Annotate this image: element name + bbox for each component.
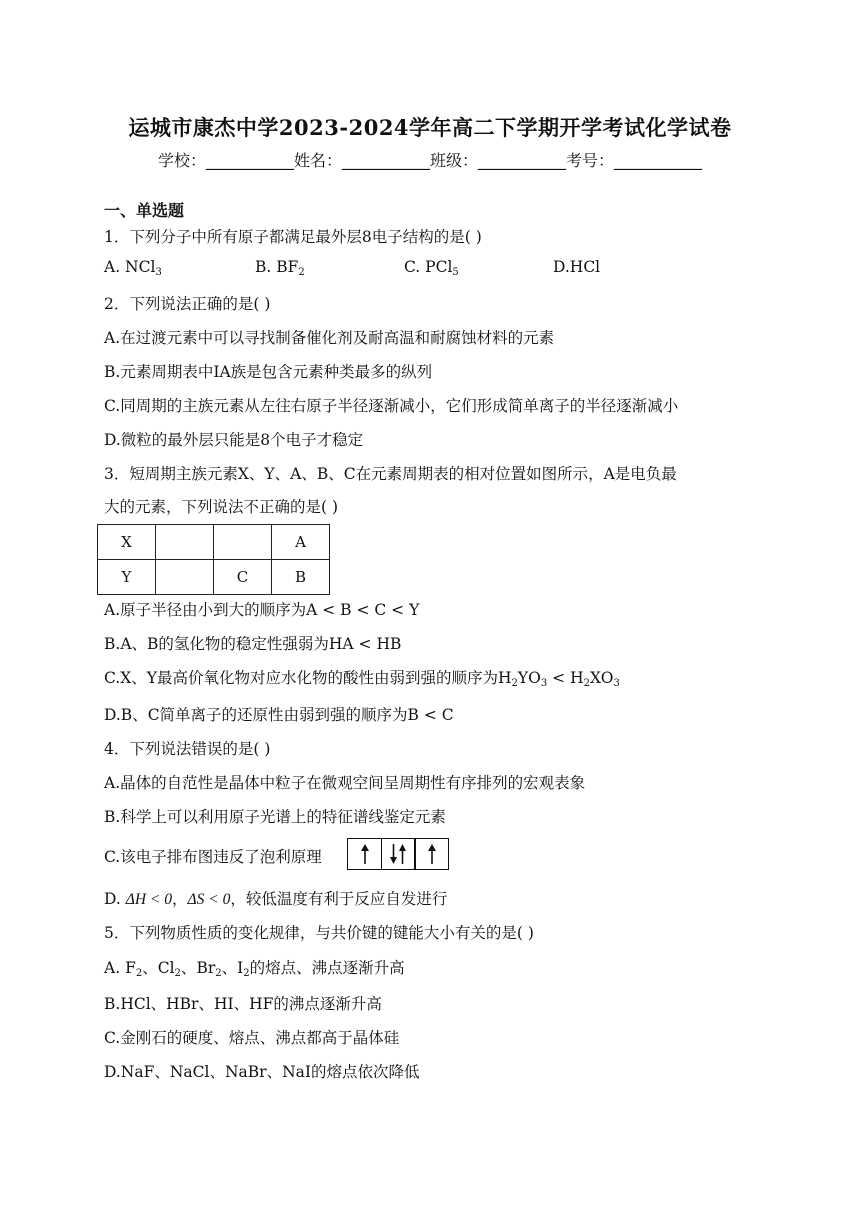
q2-stem: 2．下列说法正确的是( ) [104,295,271,313]
orbital-box [347,838,382,870]
table-cell: X [98,525,156,560]
table-cell: Y [98,560,156,595]
q4-option-b: B.科学上可以利用原子光谱上的特征谱线鉴定元素 [104,808,446,826]
q4-option-c: C.该电子排布图违反了泡利原理 [104,848,322,866]
q5-option-a: A. $F_2$、$Cl_2$、$Br_2$、$I_2$的熔点、沸点逐渐升高 [104,959,405,979]
q3-option-a: A.原子半径由小到大的顺序为A < B < C < Y [104,601,420,619]
q5-option-b: B.HCl、HBr、HI、HF的沸点逐渐升高 [104,995,382,1013]
student-info-line: 学校：___________姓名：___________班级：___________考号：___________ [157,151,702,170]
table-row [98,560,330,595]
table-cell [156,560,214,595]
table-cell [214,525,272,560]
orbital-diagram [347,838,449,870]
q3-stem-line1: 3．短周期主族元素X、Y、A、B、C在元素周期表的相对位置如图所示，A是电负最 [104,465,677,483]
q3-stem-line2: 大的元素，下列说法不正确的是( ) [104,498,339,516]
q2-option-b: B.元素周期表中ⅠA族是包含元素种类最多的纵列 [104,363,433,381]
table-cell: B [272,560,330,595]
down-arrow-icon [389,843,398,865]
exam-title: 运城市康杰中学2023-2024学年高二下学期开学考试化学试卷 [128,115,732,140]
table-cell: C [214,560,272,595]
q4-option-a: A.晶体的自范性是晶体中粒子在微观空间呈周期性有序排列的宏观表象 [104,774,586,792]
q2-option-d: D.微粒的最外层只能是8个电子才稳定 [104,431,364,449]
orbital-box [414,838,449,870]
q1-option-d: D.HCl [553,258,601,276]
q5-option-d: D.NaF、NaCl、NaBr、NaI的熔点依次降低 [104,1063,420,1081]
q5-option-c: C.金刚石的硬度、熔点、沸点都高于晶体硅 [104,1029,400,1047]
q5-stem: 5．下列物质性质的变化规律，与共价键的键能大小有关的是( ) [104,924,534,942]
up-arrow-icon [358,843,372,865]
q2-option-a: A.在过渡元素中可以寻找制备催化剂及耐高温和耐腐蚀材料的元素 [104,329,555,347]
orbital-box [381,838,416,870]
q1-option-b: B. $BF_2$ [255,258,305,278]
q2-option-c: C.同周期的主族元素从左往右原子半径逐渐减小，它们形成简单离子的半径逐渐减小 [104,397,679,415]
q3-option-c: C.X、Y最高价氧化物对应水化物的酸性由弱到强的顺序为$H_2YO_3 < H_2XO_3$ [104,669,620,689]
q3-option-d: D.B、C简单离子的还原性由弱到强的顺序为B < C [104,706,454,724]
table-row [98,525,330,560]
up-arrow-icon [425,843,439,865]
periodic-position-table [97,524,330,595]
up-arrow-icon [398,843,407,865]
q4-option-d: D. ΔH < 0，ΔS < 0，较低温度有利于反应自发进行 [104,890,448,908]
table-cell [156,525,214,560]
q4-stem: 4．下列说法错误的是( ) [104,740,271,758]
q3-option-b: B.A、B的氢化物的稳定性强弱为HA < HB [104,635,402,653]
q1-stem: 1．下列分子中所有原子都满足最外层8电子结构的是( ) [104,228,482,246]
q1-option-a: A. NCl$_3$ [104,258,162,278]
table-cell: A [272,525,330,560]
section-heading: 一、单选题 [104,201,185,220]
q1-option-c: C. PCl$_5$ [404,258,459,278]
